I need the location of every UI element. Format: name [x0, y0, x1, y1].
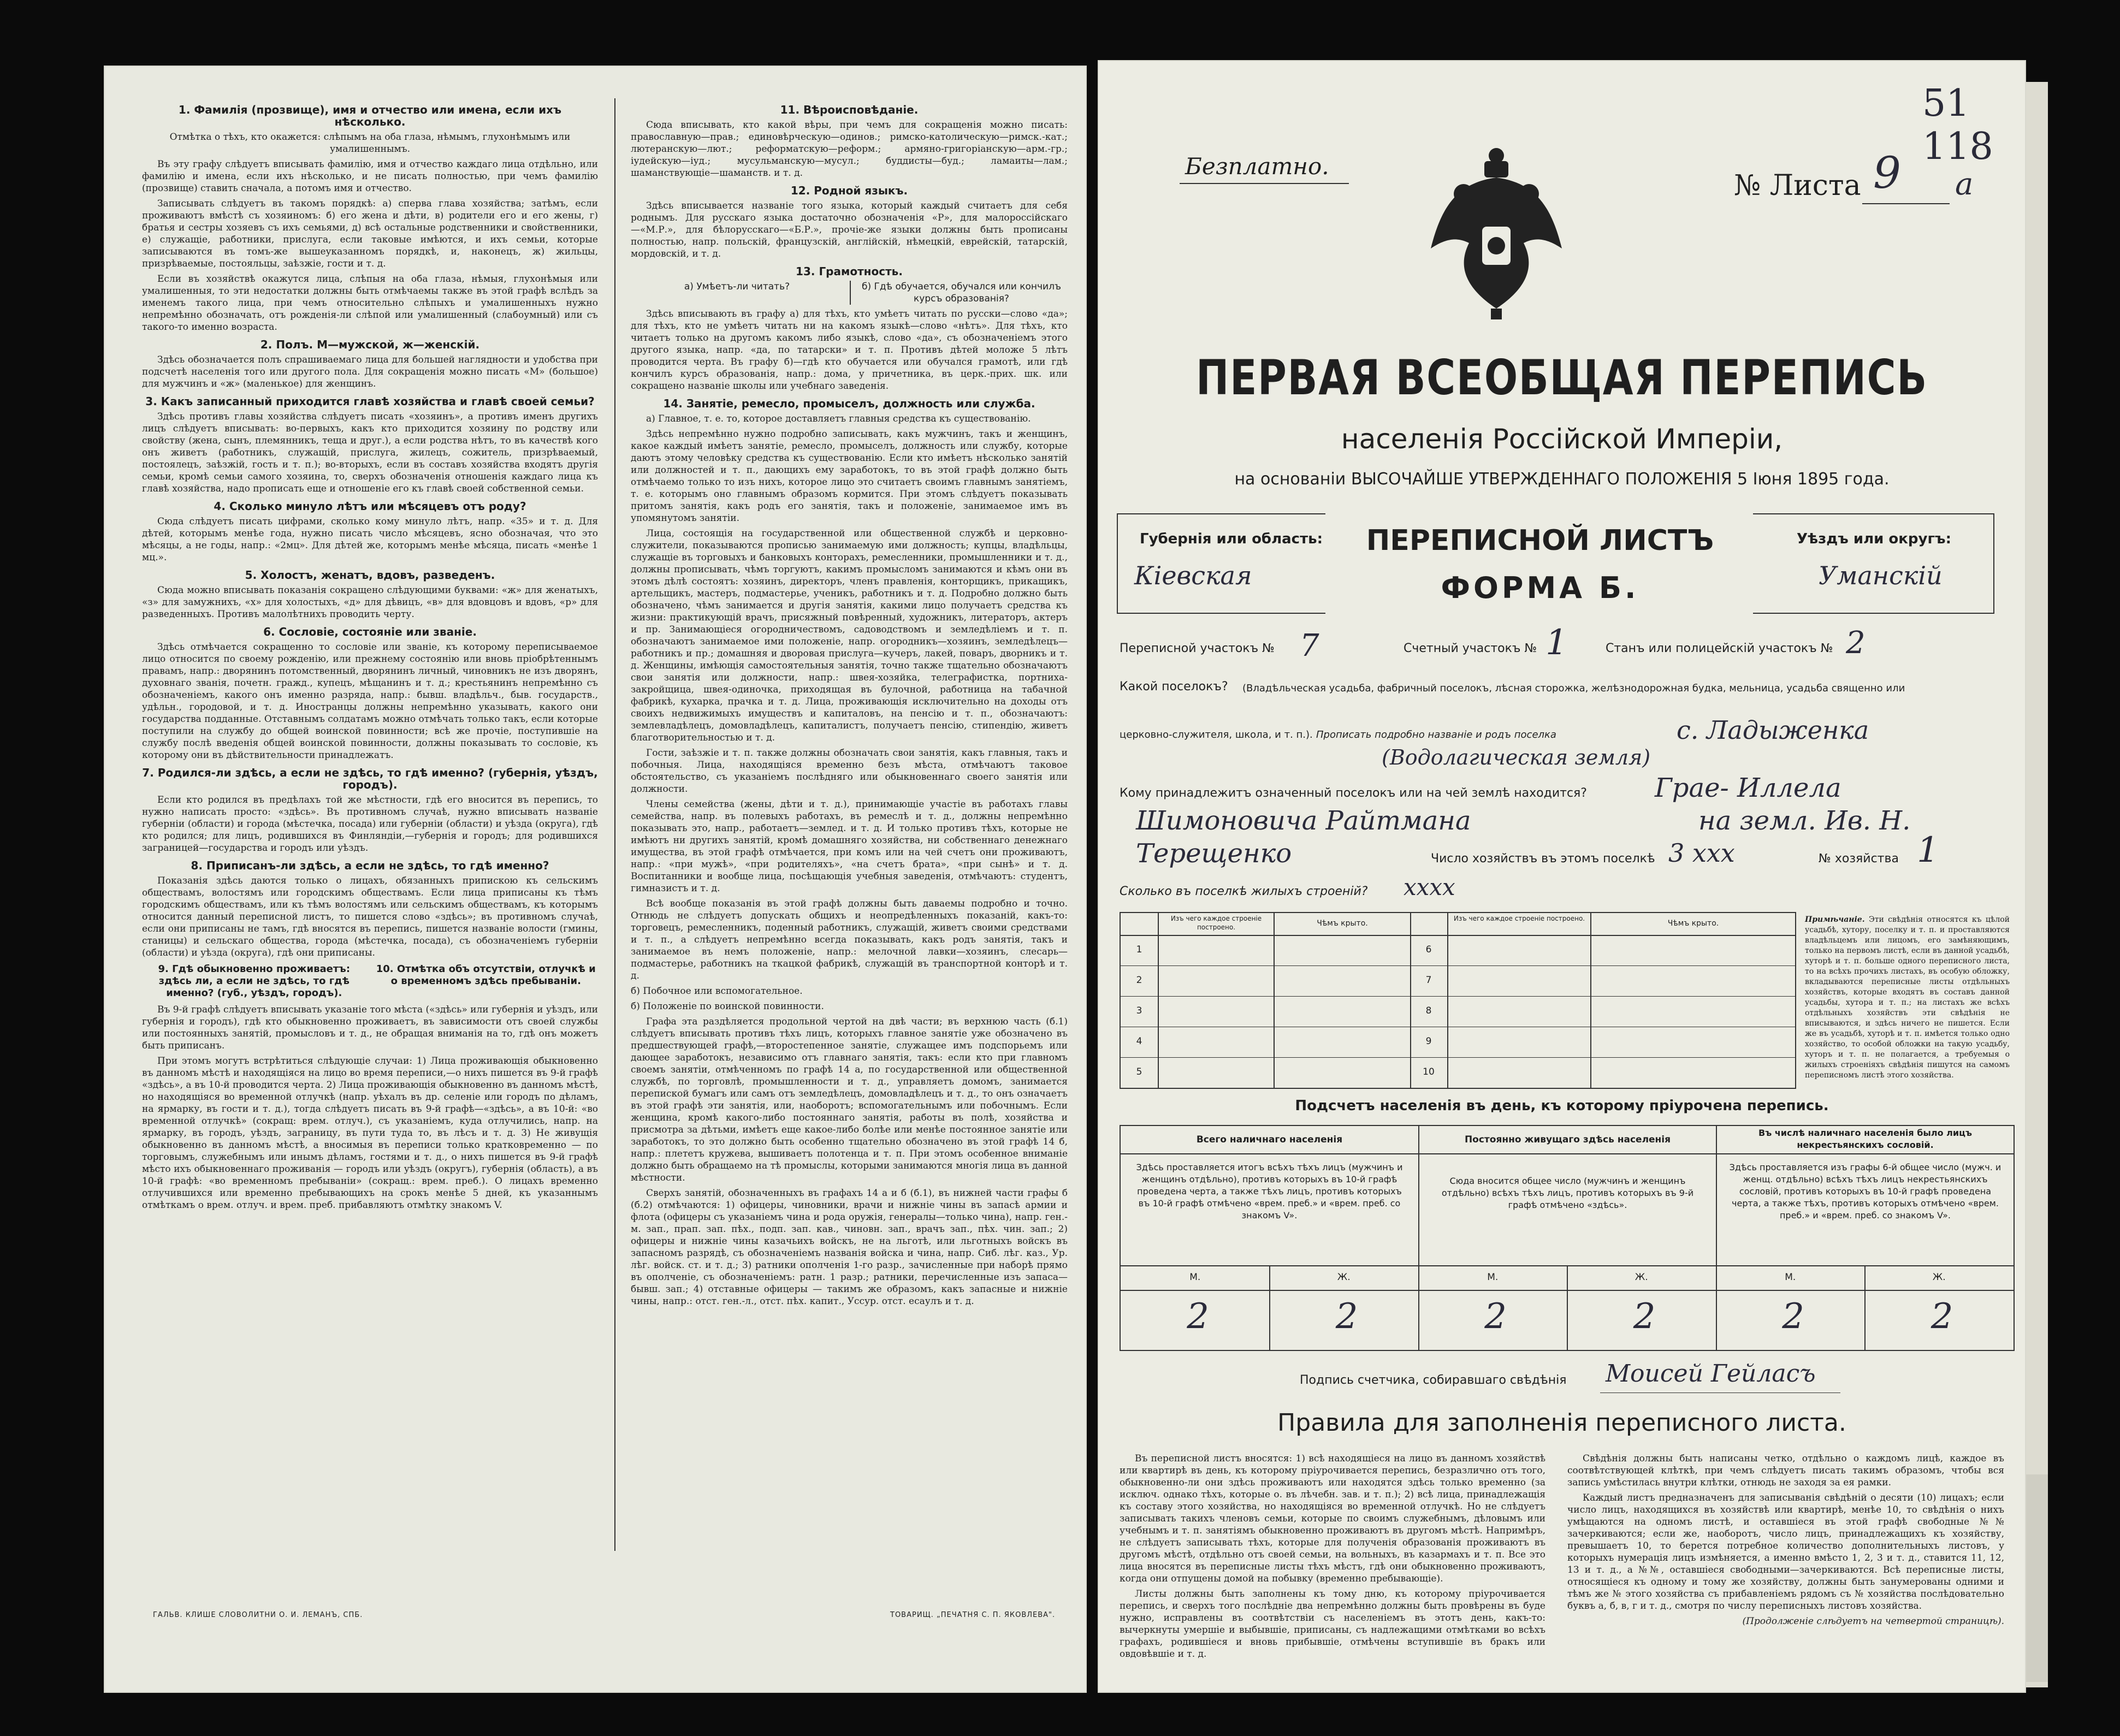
section-14-title: 14. Занятіе, ремесло, промыселъ, должность или служба.: [663, 397, 1035, 410]
rules-title: Правила для заполненія переписного листа.: [1277, 1409, 1846, 1437]
count-value: 2: [1187, 1296, 1209, 1337]
section-9-text: Въ 9-й графѣ слѣдуетъ вписывать указаніе того мѣста («здѣсь» или губернія и уѣздъ, или губернія и городъ), гдѣ кто обыкновенно проживаетъ, въ зависимости отъ своей службы или постоянныхъ занятій, промысловъ и т. д., не обращая вниманія на то, гдѣ онъ можетъ быть приписанъ.: [142, 1004, 598, 1051]
section-3-text: Здѣсь противъ главы хозяйства слѣдуетъ писать «хозяинъ», а противъ именъ другихъ лицъ слѣдуетъ вписывать: во-первыхъ, какъ кто приходится хозяину по родству или свойству (жена, сынъ, племянникъ, теща и друг.), а если родства нѣтъ, то въ качествѣ кого онъ живетъ (работникъ, служащій, прислуга, жилецъ, сожитель, призрѣваемый, постоялецъ, заѣзжій, гость и т. п.); во-вторыхъ, если въ составъ хозяйства входятъ другія семьи, кромѣ семьи самого хозяина, то, сверхъ обозначенія отношенія каждаго лица къ главѣ хозяйства, надо прописать еще и отношеніе его къ главѣ своей собственной семьи.: [142, 411, 598, 494]
poselok-hint: (Владѣльческая усадьба, фабричный поселокъ, лѣсная сторожка, желѣзнодорожная будка, мельница, усадьба священно или: [1242, 683, 1905, 694]
section-3-title: 3. Какъ записанный приходится главѣ хозяйства и главѣ своей семьи?: [145, 395, 595, 408]
buildings-row-number: 8: [1425, 1005, 1432, 1016]
signature-value: Моисей Гейласъ: [1606, 1360, 1816, 1388]
column-divider: [614, 98, 615, 1551]
note-block: [1805, 915, 2010, 1081]
count-female-header: Ж.: [1932, 1272, 1946, 1283]
buildings-row-number: 4: [1136, 1036, 1142, 1047]
rules-right-p1: Свѣдѣнія должны быть написаны четко, отдѣльно о каждомъ лицѣ, каждое въ соотвѣтствующей клѣткѣ, при чемъ слѣдуетъ писать такимъ образомъ, чтобы вся запись умѣстилась внутри клѣтки, отнюдь не заходя за ея рамки.: [1567, 1453, 2004, 1488]
poselok-value2: (Водолагическая земля): [1382, 745, 1651, 769]
bt-col1: Изъ чего каждое строеніе построено.: [1170, 915, 1262, 931]
owner-value3: на земл. Ив. Н.: [1698, 805, 1911, 836]
section-7-text: Если кто родился въ предѣлахъ той же мѣстности, гдѣ его вносится въ перепись, то нужно написать просто: «здѣсь». Въ противномъ случаѣ, нужно вписывать названіе губерніи (области) и города (мѣстечка, посада) или губерніи (области) и уѣзда (округа), гдѣ кто родился; для лицъ, родившихся въ Финляндіи,—губернія и городъ; для родившихся заграницей—государства и городъ или уѣздъ.: [142, 795, 598, 854]
rules-left-p1: Въ переписной листъ вносятся: 1) всѣ находящіеся на лицо въ данномъ хозяйствѣ или квартирѣ въ день, къ которому пріурочивается перепись, безразлично отъ того, обыкновенно-ли они здѣсь проживаютъ или находятся здѣсь только временно (за исключ. однако тѣхъ, которые о. въ лѣчебн. зав. и т. п.); 2) всѣ лица, принадлежащія къ составу этого хозяйства, но находящіяся во временной отлучкѣ. Но не слѣдуетъ записывать такихъ членовъ семьи, которые по своимъ служебнымъ, дѣловымъ или учебнымъ и т. п. занятіямъ обыкновенно проживаютъ въ другомъ мѣстѣ. Напримѣръ, не слѣдуетъ записывать тѣхъ, которые для полученія образованія проживаютъ въ другомъ мѣстѣ, отдѣльно отъ своей семьи, на вольныхъ, въ казармахъ и т. п. Все это лица вносятся въ переписные листы тѣхъ мѣстъ, гдѣ они обыкновенно проживаютъ, когда они отпущены домой на побывку (временно пребывающіе).: [1120, 1453, 1545, 1584]
buildings-row-line: [1410, 965, 1795, 966]
section-13-text: Здѣсь вписывають въ графу а) для тѣхъ, кто умѣетъ читать по русски—слово «да»; для тѣхъ, кто не умѣетъ читать ни на какомъ языкѣ—слово «нѣтъ». Для тѣхъ, кто читаетъ только на другомъ какомъ либо языкѣ, слово «да», съ обозначеніемъ этого другого языка, напр. «да, по татарски» и т. п. Противъ дѣтей моложе 5 лѣтъ проводится черта. Въ графу б)—гдѣ кто обучается или обучался грамотѣ, или гдѣ кончилъ курсъ образованія, напр.: дома, у причетника, въ церк.-прих. шк. или сокращено названіе школы или учебнаго заведенія.: [631, 309, 1068, 392]
section-1-text3: Если въ хозяйствѣ окажутся лица, слѣпыя на оба глаза, нѣмыя, глухонѣмыя или умалишенныя, то эти недостатки должны быть отмѣчаемы также въ этой графѣ вслѣдъ за именемъ такого лица, при чемъ относительно слѣпыхъ и умалишенныхъ нужно непремѣнно обозначать, отъ рожденія-ли слѣпой или умалишенный (слабоумный) или съ такого-то именно возраста.: [142, 274, 598, 333]
census-subtitle: населенія Россійской Имперіи,: [1341, 423, 1783, 455]
section-14-text6: Графа эта раздѣляется продольной чертой на двѣ части; въ верхнюю часть (б.1) слѣдуетъ вписывать противъ тѣхъ лицъ, которыхъ главное занятіе уже обозначено въ предшествующей графѣ,—второстепенное занятіе, служащее имъ подспорьемъ или дающее заработокъ, независимо отъ главнаго занятія, такъ: если кто при главномъ своемъ занятіи, отмѣченномъ по графѣ 14 а, по государственной или общественной службѣ, по торговлѣ, промышленности и т. д., управляетъ домомъ, занимается перепиской бумагъ или самъ отъ земледѣлецъ, домовладѣлецъ и т. д., то онъ означаетъ въ этой графѣ эти занятія, или, наоборотъ; вспомогательнымъ или побочнымъ. Если женщина, кромѣ какого-либо постояннаго занятія, работы въ полѣ, хозяйства и присмотра за дѣтьми, имѣетъ еще какое-либо болѣе или менѣе постоянное занятіе или заработокъ, то это должно быть особенно тщательно обозначено въ этой графѣ 14 б, напр.: плететъ кружева, вышиваетъ полотенца и т. п. При этомъ особенное вниманіе должно быть обращаемо на тѣ промыслы, которыми занимаются многія лица въ данной мѣстности.: [631, 1016, 1068, 1183]
ct-h1: [1121, 1153, 2014, 1154]
bt-div5: [1590, 913, 1591, 1088]
section-1-subtitle: Отмѣтка о тѣхъ, кто окажется: слѣпымъ на оба глаза, нѣмымъ, глухонѣмымъ или умалишеннымъ.: [169, 132, 571, 155]
form-name: ФОРМА Б.: [1441, 571, 1639, 605]
section-13-title: 13. Грамотность.: [796, 265, 903, 278]
free-label: Безплатно.: [1185, 153, 1329, 180]
note-label: Примѣчаніе.: [1805, 915, 1865, 924]
printer-right: ТОВАРИЩ. „ПЕЧАТНЯ С. П. ЯКОВЛЕВА".: [890, 1611, 1056, 1619]
ct-div1: [1418, 1126, 1419, 1350]
section-13b: б) Гдѣ обучается, обучался или кончилъ курсъ образованія?: [850, 281, 1068, 305]
left-column-1: [142, 98, 598, 1214]
rules-right: [1567, 1453, 2004, 1631]
gubernia-label: Губернія или область:: [1140, 531, 1323, 547]
buildings-label: Сколько въ поселкѣ жилыхъ строеній?: [1120, 885, 1368, 898]
section-7-title: 7. Родился-ли здѣсь, а если не здѣсь, то гдѣ именно? (губернія, уѣздъ, городъ).: [142, 766, 598, 791]
bt-div2: [1274, 913, 1275, 1088]
rules-left: [1120, 1453, 1545, 1663]
section-14-text4: Члены семейства (жены, дѣти и т. д.), принимающіе участіе въ работахъ главы семейства, напр. въ полевыхъ работахъ, въ ремеслѣ и т. д., должны непремѣнно показывать это, напр., работаетъ—землед. и т. д. И только противъ тѣхъ, которые не имѣютъ ни другихъ занятій, кромѣ домашняго хозяйства, ни собственнаго денежнаго имущества, въ этой графѣ отмѣчается, при комъ или на чей счетъ они проживаютъ, напр.: «при мужѣ», «при родителяхъ», «на счетъ брата», «при сынѣ» и т. д. Воспитанники и вообще лица, посѣщающія учебныя заведенія, отмѣчаютъ: студентъ, гимназистъ и т. д.: [631, 799, 1068, 894]
uezd-label: Уѣздъ или округъ:: [1797, 531, 1951, 547]
count-male-header: М.: [1189, 1272, 1201, 1283]
buildings-row-line: [1121, 965, 1410, 966]
households-label: Число хозяйствъ въ этомъ поселкѣ: [1431, 852, 1655, 866]
ct-col3-title: Въ числѣ наличнаго населенія было лицъ некрестьянскихъ сословій.: [1758, 1128, 1972, 1150]
buildings-row-number: 3: [1136, 1005, 1142, 1016]
poselok-label: Какой поселокъ?: [1120, 680, 1228, 694]
section-1-text2: Записывать слѣдуетъ въ такомъ порядкѣ: а) сперва глава хозяйства; затѣмъ, если проживаютъ вмѣстѣ съ хозяиномъ: б) его жена и дѣти, в) родители его и его жены, г) братья и сестры хозяевъ съ ихъ семьями, д) всѣ остальные родственники и свойственники, е) служащіе, работники, прислуга, если таковые имѣются, и ихъ семьи, которые записываются въ томъ-же вышеуказанномъ порядкѣ, и, наконецъ, ж) жильцы, призрѣваемые, постояльцы, заѣзжіе, гости и т. д.: [142, 198, 598, 269]
bt-div1: [1158, 913, 1159, 1088]
buildings-row-number: 6: [1425, 944, 1432, 955]
poselok-hint3: Прописать подробно названіе и родъ поселка: [1316, 729, 1556, 740]
section-6-title: 6. Сословіе, состояніе или званіе.: [263, 625, 477, 638]
sheet-no-value: 9: [1873, 147, 1901, 198]
section-14-text7: Сверхъ занятій, обозначенныхъ въ графахъ 14 а и б (б.1), въ нижней части графы б (б.2) отмѣчаются: 1) офицеры, чиновники, врачи и нижніе чины въ запасѣ армии и флота (офицеры съ указаніемъ чина и рода оружія, генералы—только чина), напр. ген.-м. зап., прап. зап. пѣх., подп. зап. кав., чиновн. зап., врачъ зап., пѣх. чин. зап.; 2) офицеры и нижніе чины казачьихъ войскъ, не на льготѣ, или льготныхъ войскъ въ запасномъ разрядѣ, съ обозначеніемъ названія войска и чина, напр. Сиб. лѣг. каз., Ур. лѣг. войск. ст. и т. д.; 3) ратники ополченія 1-го разр., зачисленные при наборѣ прямо въ ополченіе, съ обозначеніемъ: ратн. 1 разр.; ратники, перечисленные изъ запаса—бывш. зап.; 4) отставные офицеры — такимъ же образомъ, какъ запасные и нижніе чины, напр.: отст. ген.-л., отст. пѣх. капит., Уссур. отст. есаулъ и т. д.: [631, 1188, 1068, 1307]
section-14a: а) Главное, т. е. то, которое доставляетъ главныя средства къ существованію.: [646, 413, 1031, 424]
bt-col3: Изъ чего каждое строеніе построено.: [1453, 915, 1585, 922]
section-9-title: 9. Гдѣ обыкновенно проживаетъ: здѣсь ли, а если не здѣсь, то гдѣ именно? (губ., уѣздъ, городъ).: [158, 963, 351, 999]
census-subtitle2: на основаніи ВЫСОЧАЙШЕ УТВЕРЖДЕННАГО ПОЛОЖЕНІЯ 5 Іюня 1895 года.: [1234, 470, 1890, 489]
bt-col4: Чѣмъ крыто.: [1667, 919, 1719, 928]
section-14-text2: Лица, состоящія на государственной или общественной службѣ и церковно-служители, показываются прописью занимаемую ими должность; купцы, владѣльцы, служащіе въ торговыхъ и банковыхъ конторахъ, ремесленники, промышленники и т. д., должны прописывать, чѣмъ торгуютъ, какимъ промысломъ занимаются и кѣмъ они въ этомъ дѣлѣ состоятъ: хозяинъ, директоръ, членъ правленія, конторщикъ, прикащикъ, артельщикъ, мастеръ, подмастерье, ученикъ, работникъ и т. д. Подробно должно быть обозначено, чѣмъ занимается и другія занятія, какими лицо получаетъ средства къ жизни: практикующій врачъ, присяжный повѣренный, художникъ, литераторъ, актеръ и пр. Занимающіеся огородничествомъ, садоводствомъ и земледѣліемъ и т. п. обозначаютъ занимаемое ими положеніе, напр. огородникъ—хозяинъ, земледѣлецъ—работникъ и пр.; домашняя и дворовая прислуга—кучеръ, лакей, поваръ, дворникъ и т. д. Женщины, имѣющія самостоятельныя занятія, точно также тщательно обозначаютъ свои занятія или должности, напр.: швея-хозяйка, телеграфистка, портниха-закройщица, швея-одиночка, приходящая въ булочной, работница на табачной фабрикѣ, кухарка, прачка и т. д. Лица, проживающія исключительно на доходы отъ своихъ недвижимыхъ имуществъ и капиталовъ, на пенсію и т. п., обозначаютъ: землевладѣлецъ, домовладѣлецъ, капиталистъ, получаетъ пенсію, стипендію, живетъ благотворительностью и т. д.: [631, 528, 1068, 743]
gubernia-value: Кіевская: [1134, 561, 1252, 590]
buildings-row-line: [1410, 996, 1795, 997]
ct-col2-text: Сюда вносится общее число (мужчинъ и женщинъ отдѣльно) всѣхъ тѣхъ лицъ, противъ которыхъ въ 9-й графѣ отмѣчено «здѣсь».: [1441, 1176, 1694, 1210]
section-12-title: 12. Родной языкъ.: [790, 184, 908, 197]
buildings-row-number: 5: [1136, 1067, 1142, 1077]
rules-right-p2: Каждый листъ предназначенъ для записыванія свѣдѣній о десяти (10) лицахъ; если число лицъ, находящихся въ хозяйствѣ или квартирѣ, менѣе 10, то свѣдѣнія о нихъ умѣщаются на одномъ листѣ, и оставшіеся въ этой графѣ свободные №№ зачеркиваются; если же, наоборотъ, число лицъ, принадлежащихъ къ хозяйству, превышаетъ 10, то берется потребное количество дополнительныхъ листовъ, у которыхъ нумерація лицъ измѣняется, а именно вмѣсто 1, 2, 3 и т. д., ставится 11, 12, 13 и т. д., а №№, оставшіеся свободными—зачеркиваются. Всѣ переписные листы, относящіеся къ одному и тому же хозяйству, должны быть занумерованы одними и тѣмъ же № этого хозяйства съ прибавленіемъ рядомъ съ № хозяйства послѣдовательно буквъ а, б, в, г и т. д., смотря по числу переписныхъ листовъ хозяйства.: [1567, 1492, 2004, 1611]
buildings-table: [1120, 912, 1796, 1089]
owner-value2: Шимоновича Райтмана: [1136, 805, 1471, 836]
stan-value: 2: [1846, 625, 1866, 661]
gubernia-box: [1117, 513, 1325, 614]
bt-div4: [1447, 913, 1448, 1088]
count-value: 2: [1484, 1296, 1507, 1337]
schet-value: 1: [1545, 623, 1568, 663]
section-10-title: 10. Отмѣтка объ отсутствіи, отлучкѣ и о временномъ здѣсь пребываніи.: [376, 963, 596, 987]
count-female-header: Ж.: [1337, 1272, 1351, 1283]
schet-label: Счетный участокъ №: [1404, 642, 1537, 655]
bt-col2: Чѣмъ крыто.: [1317, 919, 1368, 928]
form-title: ПЕРЕПИСНОЙ ЛИСТЪ: [1366, 524, 1714, 557]
ct-col2-title: Постоянно живущаго здѣсь населенія: [1464, 1134, 1671, 1145]
buildings-row-number: 1: [1136, 944, 1142, 955]
section-11-text: Сюда вписывать, кто какой вѣры, при чемъ для сокращенія можно писать: православную—прав.; единовѣрческую—одинов.; римско-католическую—римск.-кат.; лютеранскую—лют.; реформатскую—реформ.; армяно-григоріанскую—арм.-гр.; іудейскую—іуд.; мусульманскую—мусул.; буддисты—буд.; ламаиты—лам.; шаманствующіе—шаманств. и т. д.: [631, 120, 1068, 179]
count-female-header: Ж.: [1635, 1272, 1648, 1283]
section-8-title: 8. Приписанъ-ли здѣсь, а если не здѣсь, то гдѣ именно?: [191, 859, 549, 872]
corner-mark: 51 118: [1922, 82, 1993, 168]
left-column-2: [631, 98, 1068, 1311]
bt-div3: [1410, 913, 1411, 1088]
buildings-row-number: 9: [1425, 1036, 1432, 1047]
section-12-text: Здѣсь вписывается названіе того языка, который каждый считаетъ для себя роднымъ. Для русскаго языка достаточно обозначенія «Р», для малороссійскаго—«М.Р.», для бѣлорусскаго—«Б.Р.», прочіе-же языки должны быть прописаны полностью, напр. польскій, французскій, англійскій, нѣмецкій, еврейскій, татарскій, мордовскій, и т. д.: [631, 200, 1068, 259]
buildings-row-number: 7: [1425, 975, 1432, 986]
section-14-text: Здѣсь непремѣнно нужно подробно записывать, какъ мужчинъ, такъ и женщинъ, какое каждый имѣетъ занятіе, ремесло, промыселъ, должность или службу, которые даютъ этому человѣку средства къ существованію. Если кто имѣетъ нѣсколько занятій или должностей и т. п., дающихъ ему заработокъ, то въ этой графѣ должно быть отмѣчаемо только то изъ нихъ, которое лицо это считаетъ своимъ главнымъ занятіемъ, т. е. которымъ оно главнымъ образомъ кормится. При этомъ слѣдуетъ показывать притомъ занятія, какъ родъ его занятія, такъ и положеніе, занимаемое имъ въ упомянутомъ занятіи.: [631, 429, 1068, 524]
stan-label: Станъ или полицейскій участокъ №: [1606, 642, 1833, 655]
section-13a: а) Умѣетъ-ли читать?: [684, 281, 790, 292]
section-14-text5: Всѣ вообще показанія въ этой графѣ должны быть даваемы подробно и точно. Отнюдь не слѣдуетъ допускать общихъ и неопредѣленныхъ показаній, какъ-то: торговецъ, ремесленникъ, поденный работникъ, служащій, живетъ своими средствами и т. п., а слѣдуетъ непремѣнно всегда показывать, какъ родъ занятія, такъ и занимаемое въ немъ положеніе, напр.: мелочной лавки—хозяинъ, слесарь—подмастерье, работникъ на ткацкой фабрикѣ, служащій въ транспортной конторѣ и т. д.: [631, 898, 1068, 981]
ct-col3-text: Здѣсь проставляется изъ графы 6-й общее число (мужч. и женщ. отдѣльно) всѣхъ тѣхъ лицъ некрестьянскихъ сословій, противъ которыхъ въ 10-й графѣ проведена черта, а также тѣхъ, противъ которыхъ отмѣчено «врем. преб.» и «врем. преб. со знакомъ V».: [1729, 1162, 2001, 1220]
rules-left-p2: Листы должны быть заполнены къ тому дню, къ которому пріурочивается перепись, и сверхъ того послѣдніе два непремѣнно должны быть провѣрены въ буде нужно, исправлены въ соотвѣтствіи съ населеніемъ въ этотъ день, какъ-то: вычеркнуты умершіе и выбывшіе, приписаны, съ надлежащими отмѣтками во всѣхъ графахъ, родившіеся и вновь прибывшіе, отмѣчены вступившіе въ бракъ или овдовѣвшіе и т. д.: [1120, 1589, 1545, 1660]
count-table: [1120, 1125, 2015, 1351]
household-no-value: 1: [1917, 830, 1939, 870]
sheet-no-label: № Листа: [1734, 169, 1861, 202]
ct-col1-text: Здѣсь проставляется итогъ всѣхъ тѣхъ лицъ (мужчинъ и женщинъ отдѣльно), противъ которыхъ въ 10-й графѣ проведена черта, а также тѣхъ лицъ, противъ которыхъ въ 10-й графѣ отмѣчено «врем. преб.» и «врем. преб. со знакомъ V».: [1136, 1162, 1403, 1220]
household-no-label: № хозяйства: [1819, 852, 1899, 866]
buildings-row-line: [1121, 996, 1410, 997]
count-male-header: М.: [1487, 1272, 1499, 1283]
section-11-title: 11. Вѣроисповѣданіе.: [780, 103, 919, 116]
section-2-text: Здѣсь обозначается полъ спрашиваемаго лица для большей наглядности и удобства при подсчетѣ населенія того или другого пола. Для сокращенія можно писать «М» (большое) для мужчинъ и «ж» (маленькое) для женщинъ.: [142, 354, 598, 389]
count-value: 2: [1633, 1296, 1656, 1337]
count-male-header: М.: [1785, 1272, 1796, 1283]
owner-value: Грае- Иллела: [1655, 773, 1841, 803]
buildings-row-number: 2: [1136, 975, 1142, 986]
uchastok-label: Переписной участокъ №: [1120, 642, 1275, 655]
section-1-title: 1. Фамилія (прозвище), имя и отчество или имена, если ихъ нѣсколько.: [178, 103, 562, 128]
sheet-no-underline: [1862, 203, 1950, 204]
buildings-row-line: [1121, 1057, 1410, 1058]
uezd-box: [1753, 513, 1994, 614]
count-value: 2: [1930, 1296, 1953, 1337]
bt-header-line: [1121, 935, 1795, 936]
owner-value4: Терещенко: [1136, 838, 1292, 869]
uezd-value: Уманскій: [1819, 561, 1943, 590]
section-8-text: Показанія здѣсь даются только о лицахъ, обязанныхъ припискою къ сельскимъ обществамъ, волостямъ или городскимъ обществамъ. Если лица приписаны къ тѣмъ городскимъ обществамъ, или къ тѣмъ волостямъ или сельскимъ обществамъ, къ которымъ относится данный переписной листъ, то пишется слово «здѣсь»; въ противномъ случаѣ, если они приписаны не тамъ, гдѣ вносятся въ перепись, пишется названіе волости (гмины, станицы) и сельскаго общества, города (мѣстечка, посада), съ обозначеніемъ губерніи (области) и уѣзда (округа), гдѣ они приписаны.: [142, 875, 598, 958]
poselok-hint2: церковно-служителя, школа, и т. п.).: [1120, 729, 1313, 740]
printer-left: ГАЛЬВ. КЛИШЕ СЛОВОЛИТНИ О. И. ЛЕМАНЪ, СПБ.: [153, 1611, 363, 1619]
eagle-emblem-icon: [1425, 145, 1567, 325]
count-title: Подсчетъ населенія въ день, къ которому пріурочена перепись.: [1295, 1098, 1829, 1114]
section-14b: б) Побочное или вспомогательное.: [631, 986, 803, 997]
section-14-text3: Гости, заѣзжіе и т. п. также должны обозначать свои занятія, какъ главныя, такъ и побочныя. Лица, находящіяся временно безъ мѣста, отмѣчаютъ таковое обстоятельство, съ указаніемъ послѣдняго или обыкновеннаго своего занятія или должности.: [631, 748, 1068, 795]
count-value: 2: [1782, 1296, 1804, 1337]
poselok-value: с. Ладыженка: [1677, 715, 1869, 745]
uchastok-value: 7: [1300, 628, 1319, 663]
free-underline: [1180, 183, 1349, 184]
buildings-row-number: 10: [1423, 1067, 1435, 1077]
ct-col1-title: Всего наличнаго населенія: [1196, 1134, 1343, 1145]
owner-label: Кому принадлежитъ означенный поселокъ или на чей землѣ находится?: [1120, 786, 1587, 800]
section-5-title: 5. Холостъ, женатъ, вдовъ, разведенъ.: [245, 568, 495, 582]
section-14c: б) Положеніе по воинской повинности.: [631, 1001, 824, 1012]
buildings-row-line: [1410, 1057, 1795, 1058]
right-page: [1098, 60, 2026, 1693]
households-value: 3 xxx: [1668, 838, 1735, 868]
note-text: Эти свѣдѣнія относятся къ цѣлой усадьбѣ, хутору, поселку и т. п. и проставляются владѣльцемъ или лицомъ, его замѣняющимъ, только на первомъ листѣ, если въ данной усадьбѣ, хуторѣ и т. п. больше одного переписного листа, то на всѣхъ прочихъ листахъ, въ особую обложку, вкладываются переписные листы отдѣльныхъ хозяйствъ, которые входятъ въ составъ данной усадьбы, хутора и т. п.; на листахъ же всѣхъ отдѣльныхъ хозяйствъ эти свѣдѣнія не вписываются, и здѣсь ничего не пишется. Если же въ усадьбѣ, хуторѣ и т. п. имѣется только одно хозяйство, то особой обложки на такую усадьбу, хуторъ и т. п. не полагается, а требуемыя о жилыхъ строеніяхъ свѣдѣнія пишутся на самомъ переписномъ листѣ этого хозяйства.: [1805, 915, 2010, 1080]
section-1-text: Въ эту графу слѣдуетъ вписывать фамилію, имя и отчество каждаго лица отдѣльно, или фамилію и имена, если ихъ нѣсколько, и не писать полностью, при чемъ фамилію (прозвище) ставить сначала, а потомъ имя и отчество.: [142, 159, 598, 194]
census-title: ПЕРВАЯ ВСЕОБЩАЯ ПЕРЕПИСЬ: [1196, 349, 1928, 406]
sheet-no-suffix: а: [1955, 167, 1974, 202]
signature-label: Подпись счетчика, собиравшаго свѣдѣнія: [1300, 1373, 1567, 1387]
section-4-text: Сюда слѣдуетъ писать цифрами, сколько кому минуло лѣтъ, напр. «35» и т. д. Для дѣтей, которымъ менѣе года, нужно писать число мѣсяцевъ, ясно обозначая, что это мѣсяцы, а не годы, напр.: «2мц». Для дѣтей же, которымъ менѣе мѣсяца, писать «менѣе 1 мц.».: [142, 516, 598, 563]
buildings-value: xxxx: [1404, 874, 1455, 900]
section-5-text: Сюда можно вписывать показанія сокращено слѣдующими буквами: «ж» для женатыхъ, «з» для замужнихъ, «х» для холостыхъ, «д» для дѣвицъ, «в» для вдовцовъ и вдовъ, «р» для разведенныхъ. Противъ малолѣтнихъ проводить черту.: [142, 585, 598, 620]
section-2-title: 2. Полъ. М—мужской, ж—женскій.: [260, 338, 480, 351]
rules-continued: (Продолженіе слѣдуетъ на четвертой страницѣ).: [1742, 1616, 2004, 1627]
section-6-text: Здѣсь отмѣчается сокращенно то сословіе или званіе, къ которому переписываемое лицо относится по своему рожденію, или прежнему состоянію или вновь пріобрѣтеннымъ правамъ, напр.: дворянинъ потомственный, дворянинъ личный, чиновникъ не изъ дворянъ, духовнаго званія, почетн. гражд., купецъ, мѣщанинъ и т. д.; крестьянинъ непремѣнно съ обозначеніемъ, какого онъ именно разряда, напр.: бывш. владѣльч., быв. государств., удѣльн., городовой, и т. д. Иностранцы должны непремѣнно указывать, какого они государства подданные. Отставнымъ солдатамъ можно отмѣчать только такъ, если которые поступили на службу до общей воинской повинности; всѣ же прочіе, поступившіе на службу послѣ введенія общей воинской повинности, должны показывать то сословіе, къ которому они въ дѣйствительности принадлежатъ.: [142, 642, 598, 761]
ct-div2: [1716, 1126, 1717, 1350]
section-9-text2: При этомъ могутъ встрѣтиться слѣдующіе случаи: 1) Лица проживающія обыкновенно въ данномъ мѣстѣ и находящіяся на лицо во время переписи,—о нихъ пишется въ 9-й графѣ «здѣсь», а въ 10-й проводится черта. 2) Лица проживающія обыкновенно въ данномъ мѣстѣ, но находящіяся во временной отлучкѣ (напр. уѣхалъ въ др. селеніе или городъ по дѣламъ, на ярмарку, въ гости и т. д.), тогда слѣдуетъ писать въ 9-й графѣ—«здѣсь», а въ 10-й: «во временной отлучкѣ» (сокращ: врем. отлуч.), съ указаніемъ, куда отлучились, напр. на ярмарку, въ городъ, уѣздъ, заграницу, въ пути туда то, въ лѣсъ и т. д. 3) Не живущія обыкновенно въ данномъ мѣстѣ, а вносимыя въ переписи только кратковременно — по торговымъ, служебнымъ или инымъ дѣламъ, гостями и т. д., о нихъ пишется въ 9-й графѣ мѣсто ихъ обыкновеннаго проживанія — городъ или уѣздъ (округъ), губернія (область), а въ 10-й графѣ: «во временномъ пребываніи» (сокращ.: врем. преб.). О лицахъ временно отлучившихся или временно пребывающихъ на срокъ менѣе 5 дней, къ указаннымъ отмѣткамъ о врем. отлуч. и врем. преб. прибавляютъ отмѣтку знакомъ V.: [142, 1056, 598, 1211]
left-page: [104, 66, 1087, 1693]
count-value: 2: [1335, 1296, 1358, 1337]
section-4-title: 4. Сколько минуло лѣтъ или мѣсяцевъ отъ роду?: [214, 500, 526, 513]
